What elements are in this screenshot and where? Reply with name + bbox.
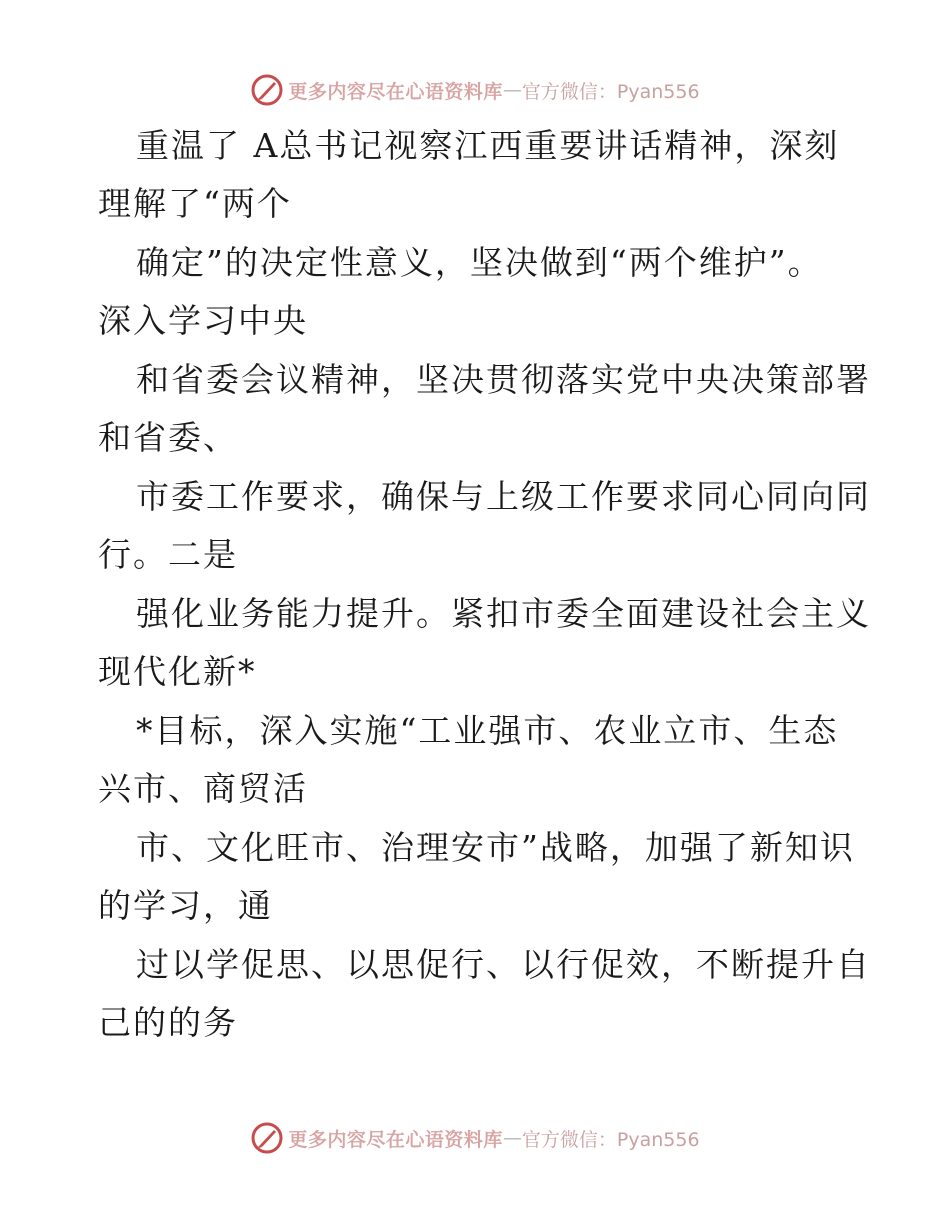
text-line: 市委工作要求，确保与上级工作要求同心同向同 [136, 477, 871, 516]
banner-account: 官方微信：Pyan556 [521, 80, 700, 103]
text-line: *目标，深入实施“工业强市、农业立市、生态 [136, 711, 839, 750]
banner-dash: — [502, 79, 522, 101]
text-line: 兴市、商贸活 [98, 769, 308, 808]
text-line: 现代化新* [98, 652, 257, 691]
banner-dash: — [502, 1127, 522, 1149]
text-line: 深入学习中央 [98, 301, 308, 340]
banner-account: 官方微信：Pyan556 [521, 1128, 700, 1151]
banner-title: 更多内容尽在心语资料库 [288, 1128, 503, 1151]
brand-logo-icon [250, 1121, 284, 1155]
text-line: 强化业务能力提升。紧扣市委全面建设社会主义 [136, 594, 871, 633]
text-line: 的学习，通 [98, 886, 273, 925]
text-line: 确定”的决定性意义，坚决做到“两个维护”。 [136, 243, 823, 282]
text-line: 过以学促思、以思促行、以行促效，不断提升自 [136, 945, 871, 984]
text-line: 理解了“两个 [98, 184, 292, 223]
text-line: 己的的务 [98, 1003, 238, 1042]
text-line: 和省委会议精神，坚决贯彻落实党中央决策部署 [136, 360, 871, 399]
footer-watermark-banner [0, 1118, 950, 1158]
text-line: 重温了 A总书记视察江西重要讲话精神，深刻 [136, 126, 840, 165]
header-watermark-banner [0, 70, 950, 110]
banner-title: 更多内容尽在心语资料库 [288, 80, 503, 103]
brand-logo-icon [250, 73, 284, 107]
text-line: 市、文化旺市、治理安市”战略，加强了新知识 [136, 828, 855, 867]
text-line: 行。二是 [98, 535, 238, 574]
text-line: 和省委、 [98, 418, 238, 457]
